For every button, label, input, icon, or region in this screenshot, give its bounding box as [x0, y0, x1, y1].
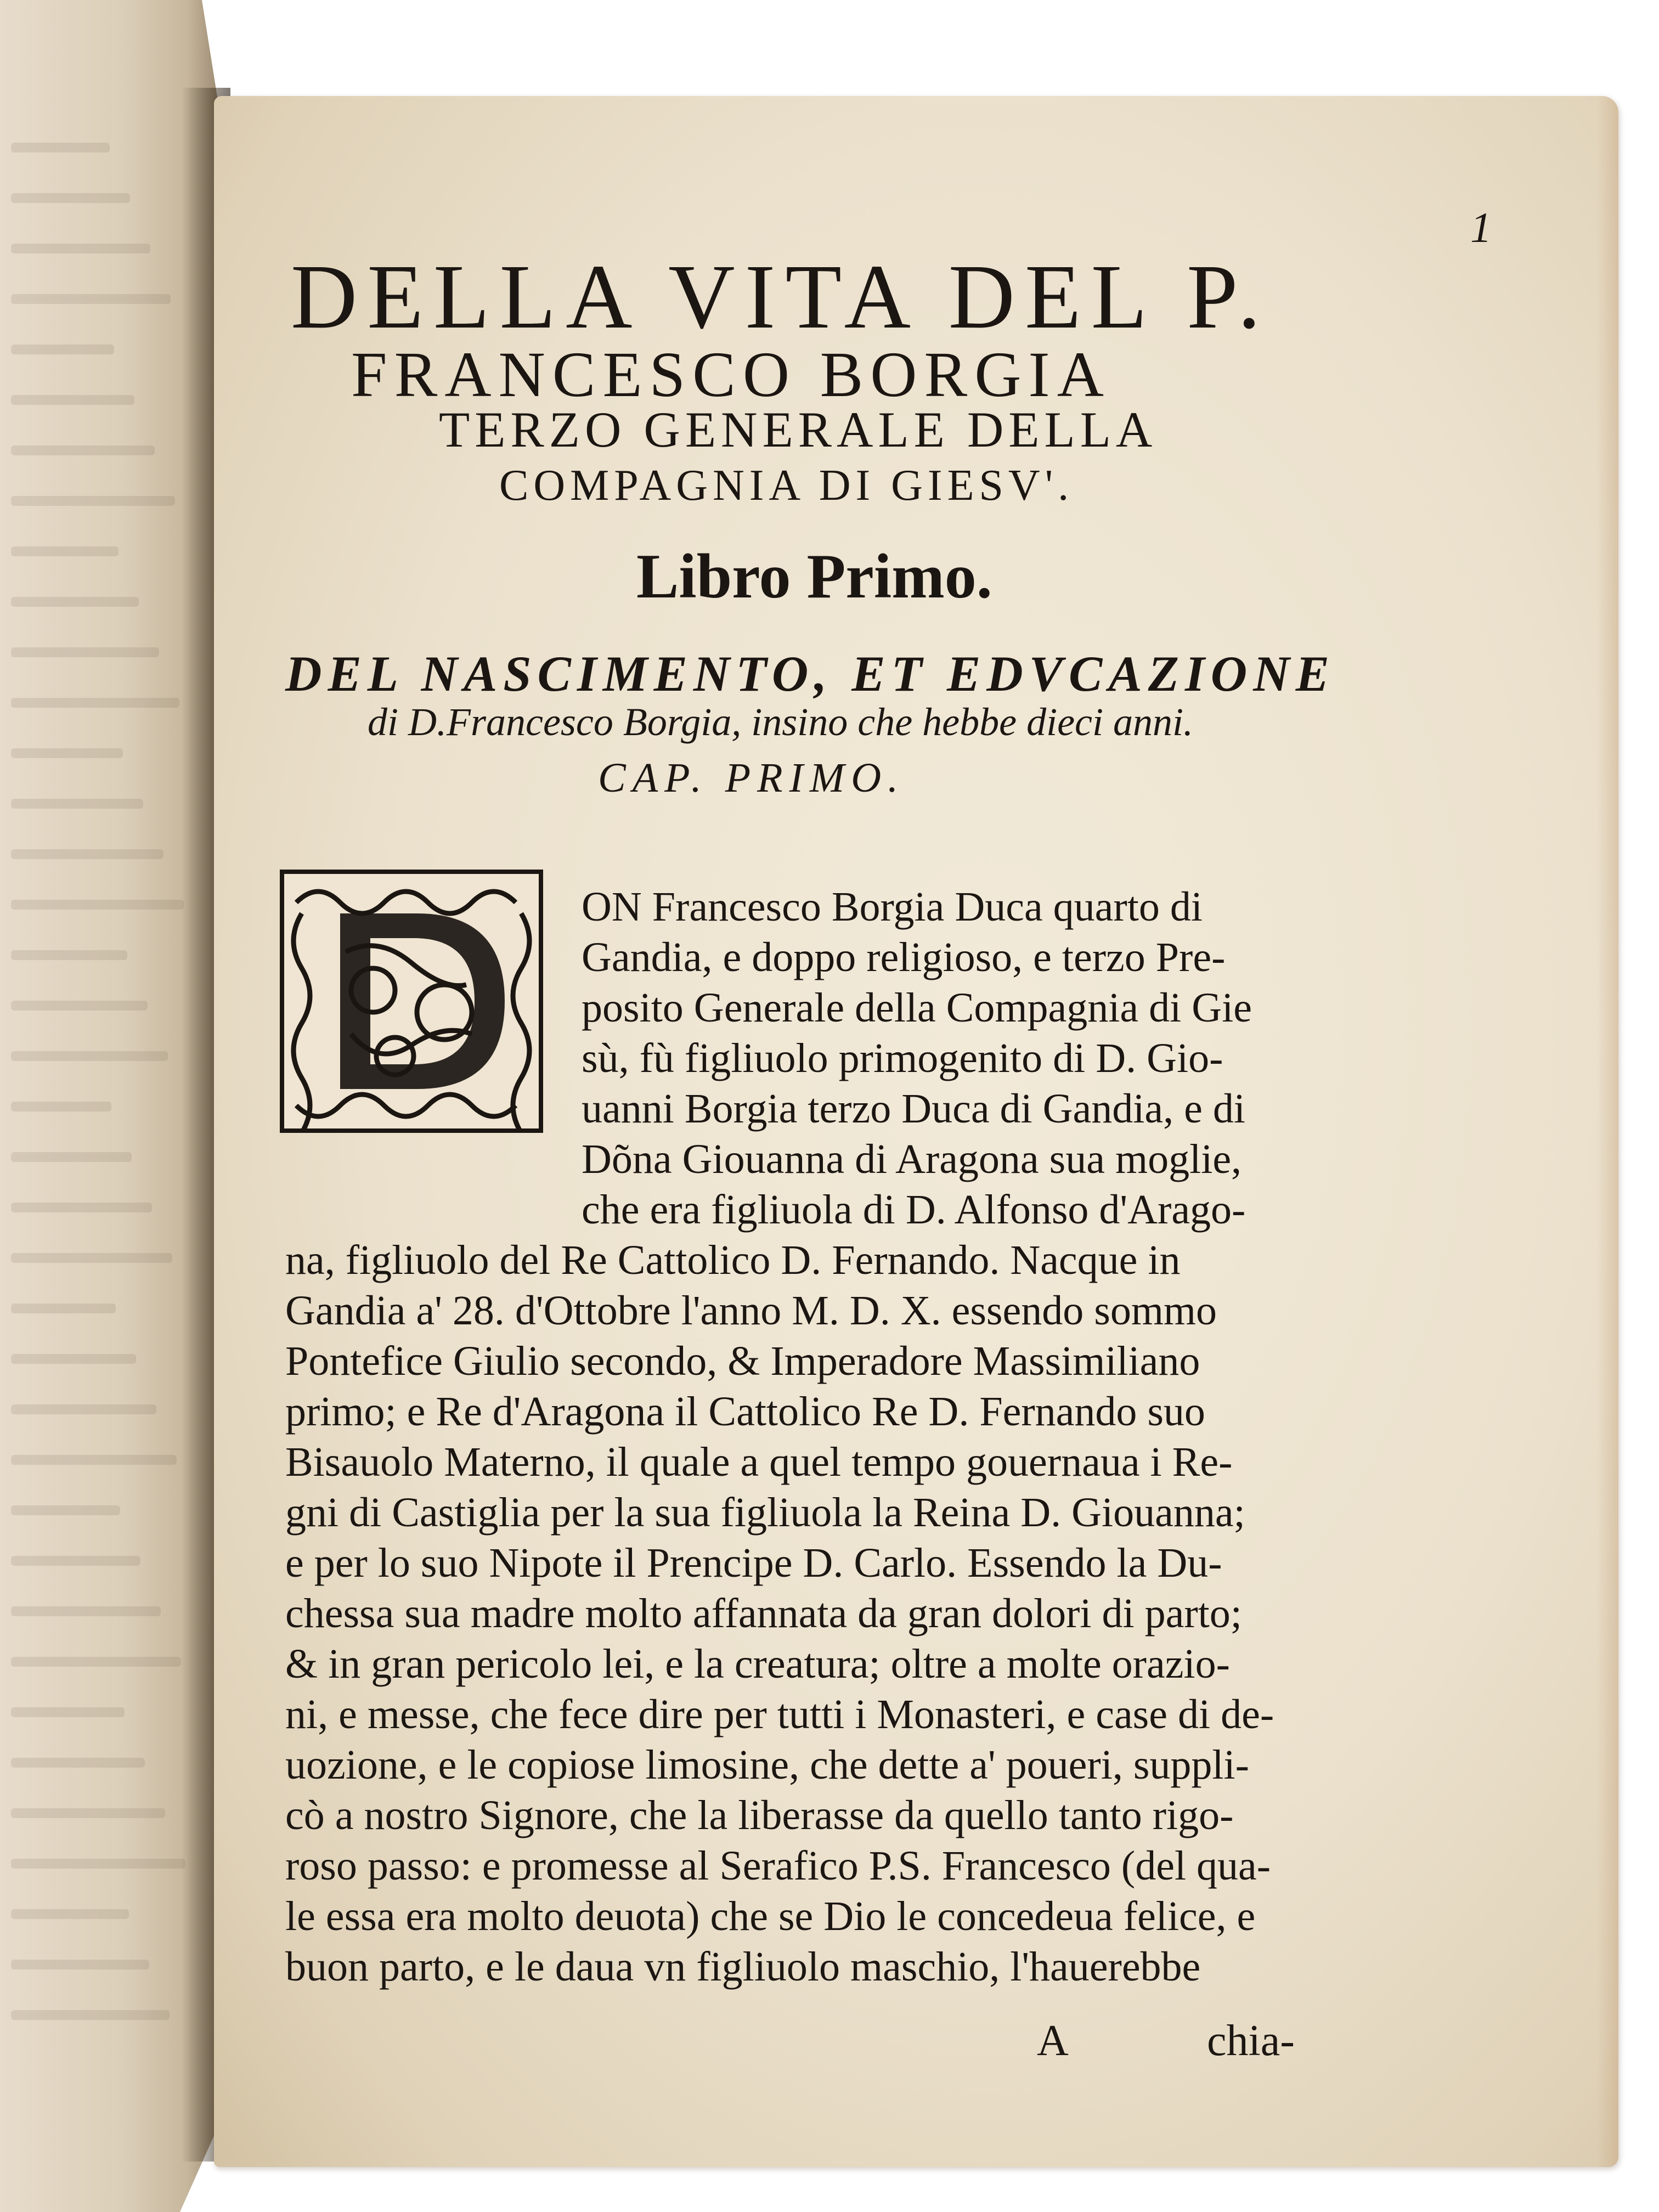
show-through-line [11, 1657, 181, 1667]
title-line-3: TERZO GENERALE DELLA [439, 402, 1158, 458]
text-line: & in gran pericolo lei, e la creatura; oltre a molte orazio- [285, 1641, 1230, 1687]
text-line: e per lo suo Nipote il Prencipe D. Carlo. Essendo la Du- [285, 1540, 1222, 1586]
page-number: 1 [1470, 204, 1492, 251]
show-through-line [11, 395, 134, 405]
show-through-line [11, 1859, 185, 1869]
text-line: Bisauolo Materno, il quale a quel tempo gouernaua i Re- [285, 1439, 1233, 1485]
chapter-number: CAP. PRIMO. [598, 755, 905, 801]
title-line-1: DELLA VITA DEL P. [291, 246, 1271, 348]
book-heading: Libro Primo. [636, 541, 992, 612]
show-through-line [11, 698, 179, 708]
show-through-line [11, 1707, 125, 1717]
text-line: chessa sua madre molto affannata da gran dolori di parto; [285, 1590, 1242, 1637]
show-through-line [11, 1556, 140, 1566]
show-through-line [11, 1606, 161, 1616]
text-line: Gandia, e doppo religioso, e terzo Pre- [582, 934, 1226, 980]
show-through-line [11, 1960, 149, 1970]
show-through-line [11, 1051, 168, 1061]
text-line: posito Generale della Compagnia di Gie [582, 985, 1252, 1031]
show-through-line [11, 1354, 136, 1364]
title-line-2: FRANCESCO BORGIA [351, 338, 1111, 410]
show-through-line [11, 496, 175, 506]
signature-mark: A [1037, 2017, 1069, 2065]
text-line: ni, e messe, che fece dire per tutti i Monasteri, e case di de- [285, 1691, 1274, 1737]
show-through-line [11, 244, 150, 253]
text-line: Pontefice Giulio secondo, & Imperadore Massimiliano [285, 1338, 1200, 1384]
show-through-line [11, 799, 143, 809]
show-through-line [11, 294, 171, 304]
text-line: uozione, e le copiose limosine, che dette a' poueri, suppli- [285, 1742, 1249, 1788]
text-line: primo; e Re d'Aragona il Cattolico Re D. Fernando suo [285, 1389, 1205, 1435]
show-through-line [11, 900, 184, 910]
show-through-line [11, 445, 155, 455]
decorated-initial-icon [280, 870, 543, 1133]
show-through-line [11, 1253, 172, 1263]
text-line: roso passo: e promesse al Serafico P.S. Francesco (del qua- [285, 1843, 1271, 1889]
show-through-line [11, 143, 110, 153]
show-through-line [11, 950, 127, 960]
show-through-line [11, 1152, 132, 1162]
text-line: uanni Borgia terzo Duca di Gandia, e di [582, 1086, 1245, 1132]
show-through-line [11, 2010, 170, 2020]
catchword: chia- [1207, 2017, 1295, 2065]
show-through-line [11, 647, 159, 657]
chapter-subheading: di D.Francesco Borgia, insino che hebbe dieci anni. [368, 700, 1194, 744]
show-through-line [11, 1304, 116, 1313]
show-through-line [11, 193, 130, 203]
show-through-line [11, 1203, 152, 1212]
text-line: sù, fù figliuolo primogenito di D. Gio- [582, 1035, 1223, 1081]
text-line: buon parto, e le daua vn figliuolo maschio, l'hauerebbe [285, 1944, 1201, 1990]
chapter-heading: DEL NASCIMENTO, ET EDVCAZIONE [285, 646, 1335, 702]
text-line: gni di Castiglia per la sua figliuola la Reina D. Giouanna; [285, 1489, 1245, 1536]
text-line: che era figliuola di D. Alfonso d'Arago- [582, 1187, 1246, 1233]
title-line-4: COMPAGNIA DI GIESV'. [499, 461, 1074, 510]
text-line: Gandia a' 28. d'Ottobre l'anno M. D. X. essendo sommo [285, 1288, 1217, 1334]
show-through-line [11, 1102, 111, 1111]
text-line: na, figliuolo del Re Cattolico D. Fernando. Nacque in [285, 1237, 1181, 1283]
show-through-line [11, 1505, 120, 1515]
show-through-line [11, 345, 114, 354]
text-line: cò a nostro Signore, che la liberasse da quello tanto rigo- [285, 1792, 1234, 1838]
text-line: ON Francesco Borgia Duca quarto di [582, 884, 1203, 930]
show-through-line [11, 1001, 148, 1011]
show-through-line [11, 1909, 129, 1919]
text-line: Dõna Giouanna di Aragona sua moglie, [582, 1136, 1242, 1182]
text-line: le essa era molto deuota) che se Dio le concedeua felice, e [285, 1893, 1256, 1939]
show-through-line [11, 597, 139, 607]
show-through-line [11, 849, 163, 859]
show-through-line [11, 1455, 177, 1465]
show-through-line [11, 748, 123, 758]
show-through-line [11, 1808, 165, 1818]
show-through-line [11, 1404, 156, 1414]
show-through-line [11, 546, 119, 556]
page-edge [1596, 96, 1618, 2167]
show-through-line [11, 1758, 145, 1768]
book-page [214, 96, 1618, 2167]
